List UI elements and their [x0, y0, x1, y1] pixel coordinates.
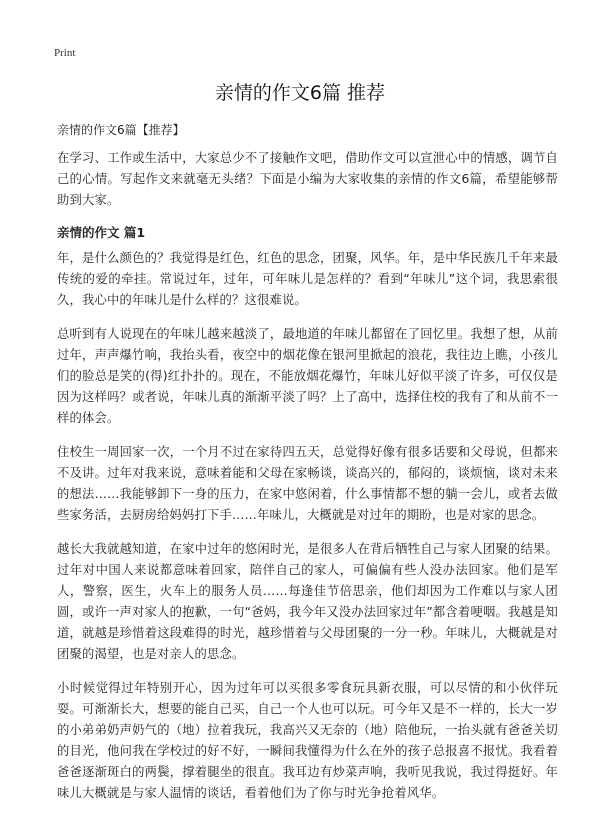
- article-body: [57, 148, 558, 817]
- subtitle: 亲情的作文6篇【推荐】: [57, 123, 185, 137]
- intro-paragraph: 在学习、工作或生活中，大家总少不了接触作文吧，借助作文可以宣泄心中的情感，调节自己的心情。写起作文来就毫无头绪？下面是小编为大家收集的亲情的作文6篇，希望能够帮助到大家。: [57, 151, 558, 207]
- paragraph-2: 总听到有人说现在的年味儿越来越淡了，最地道的年味儿都留在了回忆里。我想了想，从前过年，声声爆竹响，我抬头看，夜空中的烟花像在银河里掀起的浪花，我往边上瞧，小孩儿们的脸总是笑的(得)红扑扑的。现在，不能放烟花爆竹，年味儿好似平淡了许多，可仅仅是因为这样吗？或者说，年味儿真的渐渐平淡了吗？上了高中，选择住校的我有了和从前不一样的体会。: [57, 327, 558, 425]
- paragraph-1: 年，是什么颜色的？我觉得是红色，红色的思念，团聚，风华。年，是中华民族几千年来最传统的爱的牵挂。常说过年，过年，可年味儿是怎样的？看到“年味儿”这个词，我思索很久，我心中的年味儿是什么样的？这很难说。: [57, 251, 558, 307]
- section-heading: 亲情的作文 篇1: [57, 225, 146, 240]
- print-link[interactable]: Print: [54, 47, 76, 59]
- page-title: 亲情的作文6篇 推荐: [214, 82, 386, 104]
- paragraph-4: 越长大我就越知道，在家中过年的悠闲时光，是很多人在背后牺牲自己与家人团聚的结果。过年对中国人来说都意味着回家，陪伴自己的家人，可偏偏有些人没办法回家。他们是军人，警察，医生，火车上的服务人员……每逢佳节倍思亲，他们却因为工作难以与家人团圆，或许一声对家人的抱歉，一句“爸妈，我今年又没办法回家过年”都含着哽咽。我越是知道，就越是珍惜着这段难得的时光，越珍惜着与父母团聚的一分一秒。年味儿，大概就是对团聚的渴望，也是对亲人的思念。: [57, 542, 558, 661]
- paragraph-3: 住校生一周回家一次，一个月不过在家待四五天，总觉得好像有很多话要和父母说，但都来不及讲。过年对我来说，意味着能和父母在家畅谈，谈高兴的，郁闷的，谈烦恼，谈对未来的想法……我能够卸下一身的压力，在家中悠闲着，什么事情都不想的躺一会儿，或者去做些家务活，去厨房给妈妈打下手……年味儿，大概就是对过年的期盼，也是对家的思念。: [57, 445, 558, 522]
- paragraph-5: 小时候觉得过年特别开心，因为过年可以买很多零食玩具新衣服，可以尽情的和小伙伴玩耍。可渐渐长大，想要的能自己买，自己一个人也可以玩。可今年又是不一样的，长大一岁的小弟弟奶声奶气的（地）拉着我玩，我高兴又无奈的（地）陪他玩，一抬头就有爸爸关切的目光，他问我在学校过的好不好，一瞬间我懂得为什么在外的孩子总报喜不报忧。我看着爸爸逐渐斑白的两鬓，撑着腿坐的很直。我耳边有炒菜声响，我听见我说，我过得挺好。年味儿大概就是与家人温情的谈话，看着他们为了你与时光争抢着风华。: [57, 681, 558, 800]
